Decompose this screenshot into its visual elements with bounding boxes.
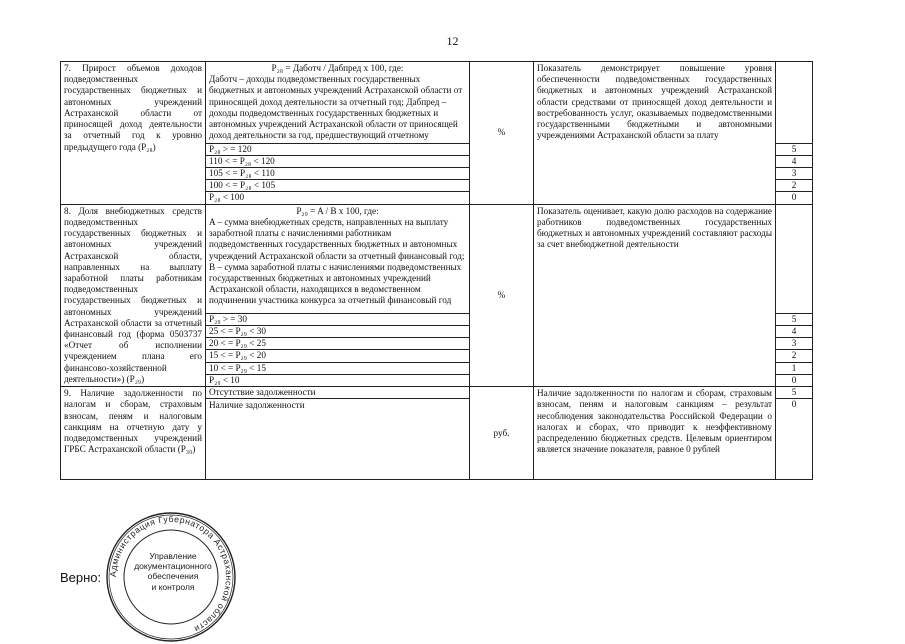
criterion-text: P₂₈ < 100 xyxy=(206,192,470,204)
criterion-score: 5 xyxy=(776,143,813,155)
seal-line: Управление xyxy=(149,551,197,561)
unit-cell: % xyxy=(470,62,534,205)
table-row xyxy=(61,387,813,399)
description-cell xyxy=(534,387,776,480)
formula-cell xyxy=(206,62,470,144)
indicator-name-cell xyxy=(61,387,206,480)
indicator-name-cell xyxy=(61,204,206,387)
seal-ring-text: Администрация Губернатора Астраханской области xyxy=(107,513,235,635)
criterion-score: 2 xyxy=(776,180,813,192)
criterion-text: 25 < = P₂₉ < 30 xyxy=(206,326,470,338)
seal-line: обеспечения xyxy=(147,571,199,582)
seal-line: документационного xyxy=(134,561,212,572)
criterion-score: 3 xyxy=(776,167,813,179)
criterion-text: 20 < = P₂₉ < 25 xyxy=(206,338,470,350)
unit-cell: % xyxy=(470,204,534,387)
criterion-score: 4 xyxy=(776,155,813,167)
formula-body: Даботч – доходы подведомственных государственных бюджетных и автономных учреждений Астраханской области от приносящей доход деятельности за отчетный год; Дабпред – доходы подведомственных государственных бюджетных и автономных учреждений Астраханской области от приносящей доход деятельности за год, предшествующий отчетному xyxy=(209,74,463,141)
criterion-score: 3 xyxy=(776,338,813,350)
unit-cell: руб. xyxy=(470,387,534,480)
criteria-table xyxy=(60,61,813,480)
formula-title: P₂₈ = Даботч / Дабпред х 100, где: xyxy=(271,63,404,73)
seal-line: и контроля xyxy=(151,581,195,592)
criterion-text: P₂₉ > = 30 xyxy=(206,313,470,325)
criterion-text: Наличие задолженности xyxy=(206,399,470,480)
table-row xyxy=(61,204,813,313)
formula-title: P₂₉ = A / B х 100, где: xyxy=(296,205,379,216)
verno-label: Верно: xyxy=(60,570,102,585)
criterion-score: 0 xyxy=(776,192,813,204)
table-row xyxy=(61,62,813,144)
indicator-name: 8. Доля внебюджетных средств подведомственных государственных бюджетных и автономных учреждений Астраханской области, направленных на выплату заработной платы работникам подведомственных государственных бюджетных и автономных учреждений Астраханской области за отчетный финансовый год (форма 0503737 «Отчет об исполнении учреждением плана его финансово-хозяйственной деятельности») (P₂₉) xyxy=(64,205,202,384)
indicator-name: 7. Прирост объемов доходов подведомственных государственных бюджетных и автономных учреждений Астраханской области от приносящей доход деятельности за отчетный год к уровню предыдущего года (P₂₈) xyxy=(64,63,202,152)
indicator-name: 9. Наличие задолженности по налогам и сборам, страховым взносам, пеням и налоговым санкциям на отчетную дату у подведомственных учреждений ГРБС Астраханской области (P₃₀) xyxy=(64,388,202,455)
formula-cell xyxy=(206,204,470,313)
description-cell xyxy=(534,62,776,205)
indicator-description: Наличие задолженности по налогам и сборам, страховым взносам, пеням и налоговым санкциям – результат несоблюдения законодательства Российской Федерации о налогах и сборах, что приводит к неэффективному распределению бюджетных средств. Целевым ориентиром является значение показателя, равное 0 рублей xyxy=(537,388,772,455)
criterion-score: 0 xyxy=(776,374,813,386)
criterion-score: 1 xyxy=(776,362,813,374)
criterion-text: 15 < = P₂₉ < 20 xyxy=(206,350,470,362)
criterion-text: Отсутствие задолженности xyxy=(206,387,470,399)
indicator-description: Показатель демонстрирует повышение уровня обеспеченности подведомственных государственных бюджетных и автономных учреждений Астраханской области средствами от приносящей доход деятельности и востребованность услуг, оказываемых подведомственными государственными бюджетными и автономными учреждениями Астраханской области за плату xyxy=(537,63,772,141)
criterion-score: 5 xyxy=(776,313,813,325)
criterion-text: 100 < = P₂₈ < 105 xyxy=(206,180,470,192)
criterion-text: 105 < = P₂₈ < 110 xyxy=(206,167,470,179)
indicator-description: Показатель оценивает, какую долю расходов на содержание работников подведомственных государственных бюджетных и автономных учреждений составляют расходы за счет внебюджетной деятельности xyxy=(537,205,772,250)
score-cell-empty xyxy=(776,204,813,313)
criterion-score: 5 xyxy=(776,387,813,399)
criterion-text: 10 < = P₂₉ < 15 xyxy=(206,362,470,374)
criterion-text: 110 < = P₂₈ < 120 xyxy=(206,155,470,167)
indicator-name-cell xyxy=(61,62,206,205)
seal-center-text xyxy=(128,551,218,592)
criterion-text: P₂₈ > = 120 xyxy=(206,143,470,155)
criterion-text: P₂₉ < 10 xyxy=(206,374,470,386)
criterion-score: 0 xyxy=(776,399,813,480)
formula-body: A – сумма внебюджетных средств, направленных на выплату заработной платы с начислениями работникам подведомственных государственных бюджетных и автономных учреждений Астраханской области за отчетный финансовый год; B – сумма заработной платы с начислениями подведомственных государственных бюджетных и автономных учреждений Астраханской области, находящихся в ведомственном подчинении участника конкурса за отчетный финансовый год xyxy=(209,216,465,306)
description-cell xyxy=(534,204,776,387)
page-number: 12 xyxy=(446,34,459,48)
criterion-score: 4 xyxy=(776,326,813,338)
criterion-score: 2 xyxy=(776,350,813,362)
score-cell-empty xyxy=(776,62,813,144)
